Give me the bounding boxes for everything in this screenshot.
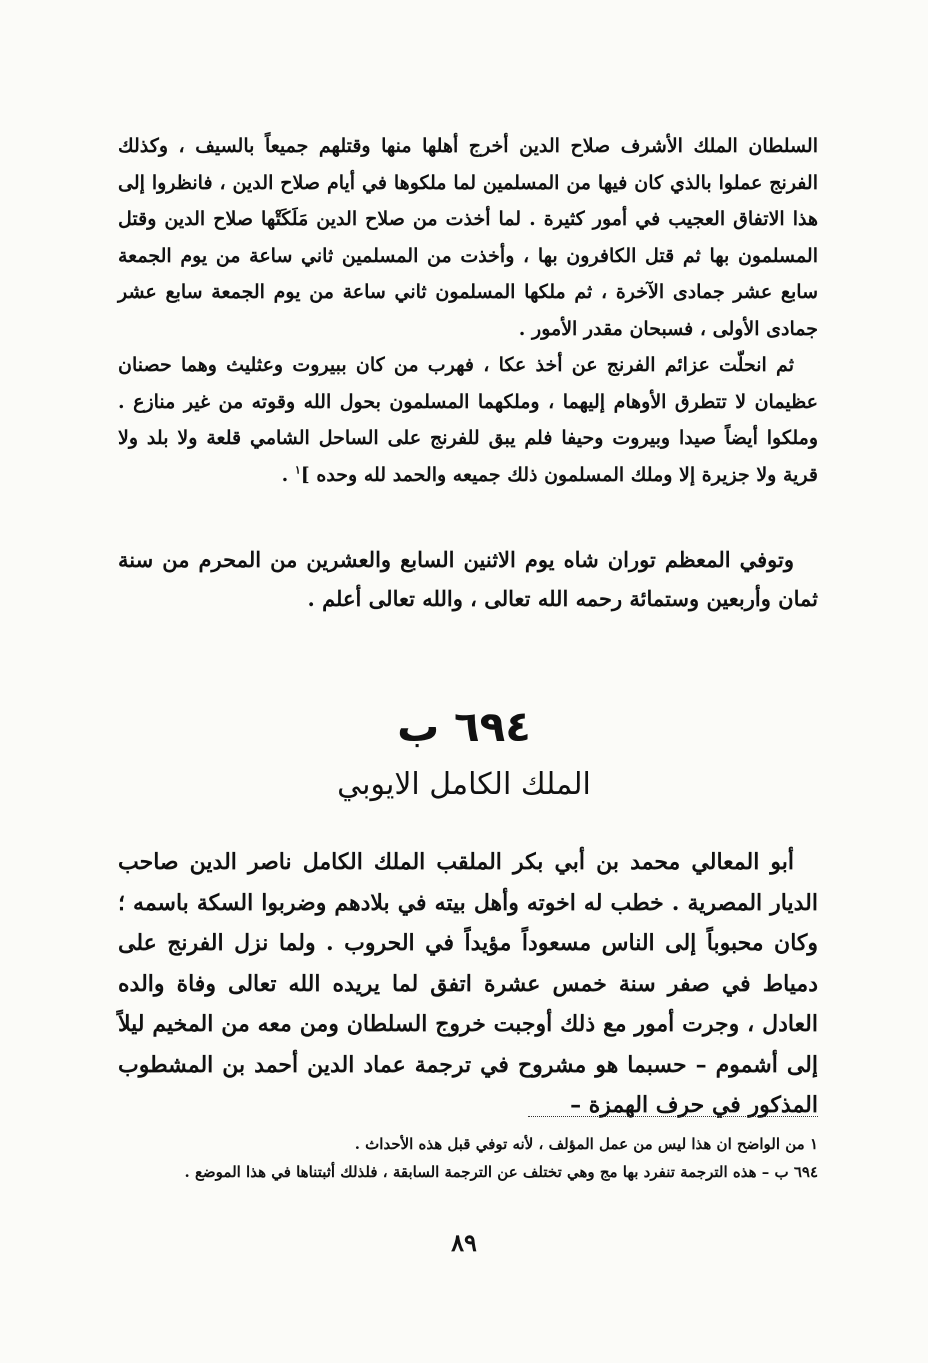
entry-title: الملك الكامل الايوبي [337, 767, 591, 802]
entry-number: ٦٩٤ ب [397, 702, 531, 751]
page-number: ٨٩ [451, 1228, 477, 1257]
paragraph-crusaders-end: . [281, 463, 295, 486]
paragraph-crusaders-text: ثم انحلّت عزائم الفرنج عن أخذ عكا ، فهرب من كان ببيروت وعثليث وهما حصنان عظيمان لا تتطرق الأوهام إليهما ، وملكهما المسلمون بحول الله وقوته من غير منازع . وملكوا أيضاً صيدا وبيروت وحيفا فلم يبق للفرنج على الساحل الشامي قلعة ولا بلد ولا قرية ولا جزيرة إلا وملك المسلمون ذلك جميعه والحمد لله وحده ] [118, 354, 818, 486]
death-paragraph-block [118, 540, 818, 618]
entry-paragraph: أبو المعالي محمد بن أبي بكر الملقب الملك الكامل ناصر الدين صاحب الديار المصرية . خطب له اخوته وأهل بيته في بلادهم وضربوا السكة باسمه ؛ وكان محبوباً إلى الناس مسعوداً مؤيداً في الحروب . ولما نزل الفرنج على دمياط في صفر سنة خمس عشرة اتفق لما يريده الله تعالى وفاة والده العادل ، وجرت أمور مع ذلك أوجبت خروج السلطان ومن معه من المخيم ليلاً إلى أشموم – حسبما هو مشروح في ترجمة عماد الدين أحمد بن المشطوب المذكور في حرف الهمزة – [118, 849, 818, 1118]
footnote-divider [528, 1116, 818, 1117]
footnotes [118, 1130, 818, 1186]
footnote-2: ٦٩٤ ب – هذه الترجمة تنفرد بها مج وهي تختلف عن الترجمة السابقة ، فلذلك أثبتناها في هذا الموضع . [184, 1163, 818, 1181]
paragraph-crusaders [118, 347, 818, 493]
paragraph-death-turanshah: وتوفي المعظم توران شاه يوم الاثنين السابع والعشرين من المحرم من سنة ثمان وأربعين وستمائة رحمه الله تعالى ، والله تعالى أعلم . [118, 547, 818, 611]
top-text-block [118, 128, 818, 493]
entry-body-block [118, 842, 818, 1126]
paragraph-continuation: السلطان الملك الأشرف صلاح الدين أخرج أهلها منها وقتلهم جميعاً بالسيف ، وكذلك الفرنج عملوا بالذي كان فيها من المسلمين لما ملكوها في أيام صلاح الدين ، فانظروا إلى هذا الاتفاق العجيب في أمور كثيرة . لما أخذت من صلاح الدين مَلَكَتْها صلاح الدين وقتل المسلمون بها ثم قتل الكافرون بها ، وأخذت من المسلمين ثاني ساعة من يوم الجمعة سابع عشر جمادى الآخرة ، ثم ملكها المسلمون ثاني ساعة من يوم الجمعة سابع عشر جمادى الأولى ، فسبحان مقدر الأمور . [118, 135, 818, 340]
footnote-ref-1: ١ [294, 463, 301, 477]
footnote-1: ١ من الواضح ان هذا ليس من عمل المؤلف ، لأنه توفي قبل هذه الأحداث . [354, 1135, 818, 1153]
